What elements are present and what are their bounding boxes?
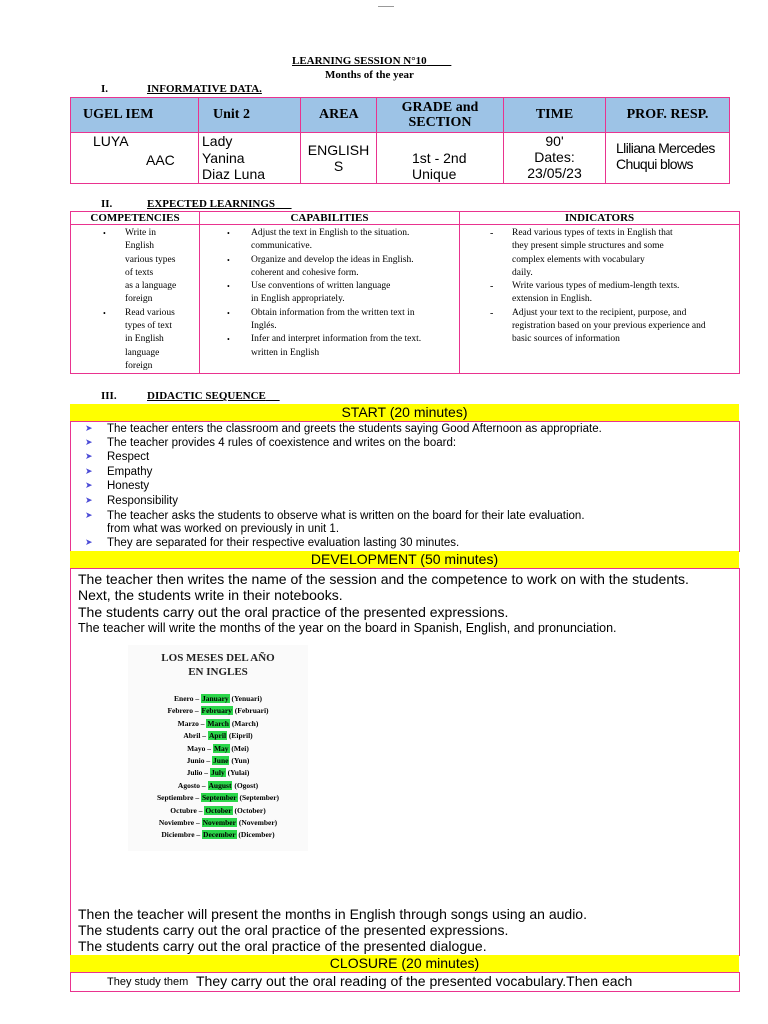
- section-expected: II. EXPECTED LEARNINGS: [101, 198, 276, 210]
- month-row: [128, 792, 308, 803]
- start-item: [85, 480, 150, 492]
- month-row: [128, 743, 308, 754]
- capability-item: [251, 227, 459, 254]
- session-title: LEARNING SESSION N°10: [292, 55, 427, 67]
- month-spanish: Febrero –: [167, 706, 199, 716]
- month-english: January: [201, 694, 229, 703]
- capability-item: [251, 254, 459, 281]
- month-spanish: Junio –: [186, 756, 211, 765]
- dev-after-3: The students carry out the oral practice of the presented dialogue.: [78, 938, 487, 954]
- month-spanish: Agosto –: [177, 780, 206, 790]
- month-row: [128, 780, 308, 791]
- capability-item-line: • Obtain information from the written text in: [251, 307, 415, 318]
- indicator-item-line: daily.: [512, 267, 533, 278]
- capability-item-line: in English appropriately.: [251, 294, 345, 305]
- month-english: July: [210, 768, 225, 778]
- month-pronunciation: (Februari): [234, 706, 269, 716]
- month-row: [128, 829, 308, 840]
- month-pronunciation: (Eipril): [228, 731, 253, 741]
- capability-item-line: written in English: [251, 347, 320, 358]
- month-row: [128, 805, 308, 816]
- cell-ugel: LUYA AAC: [71, 133, 199, 184]
- competency-item-line: • Write in: [125, 228, 157, 238]
- cell-grade: 1st - 2nd Unique: [377, 133, 504, 184]
- competency-item-line: as a language: [125, 281, 177, 292]
- month-english: February: [201, 706, 232, 716]
- start-band: START (20 minutes): [70, 404, 739, 421]
- months-image: [128, 645, 308, 851]
- month-english: June: [213, 756, 229, 765]
- closure-box: [70, 972, 740, 992]
- capability-item-line: Inglés.: [251, 321, 277, 332]
- indicator-item: [512, 227, 733, 280]
- month-pronunciation: (November): [238, 818, 278, 827]
- month-english: March: [207, 718, 229, 728]
- months-title-2: EN INGLES: [188, 666, 248, 678]
- month-english: September: [202, 793, 237, 803]
- month-spanish: Abril –: [183, 731, 207, 741]
- cell-prof: Lliliana Mercedes Chuqui blows: [606, 133, 730, 184]
- month-english: November: [202, 818, 236, 827]
- start-item: [85, 537, 460, 549]
- start-item-text: They are separated for their respective evaluation lasting 30 minutes.: [107, 537, 460, 549]
- start-item-text: The teacher asks the students to observe what is written on the board for their late evaluation.: [107, 510, 585, 522]
- informative-table: [70, 97, 730, 184]
- month-pronunciation: (March): [231, 718, 259, 728]
- month-pronunciation: (Mei): [231, 743, 249, 753]
- arrow-bullet-icon: ➤: [85, 480, 93, 490]
- month-english: August: [208, 780, 232, 790]
- start-item: [85, 510, 585, 522]
- start-item-text: Honesty: [107, 480, 150, 492]
- header-prof: PROF. RESP.: [606, 98, 730, 133]
- competency-item-line: in English: [125, 334, 164, 345]
- closure-small: They study them: [107, 976, 189, 988]
- arrow-bullet-icon: ➤: [85, 537, 93, 547]
- indicator-item-line: basic sources of information: [512, 334, 620, 345]
- competency-item: [125, 307, 199, 373]
- month-row: [128, 817, 308, 828]
- month-row: [128, 705, 308, 716]
- indicator-item-line: registration based on your previous experience and: [512, 321, 706, 332]
- closure-large: They carry out the oral reading of the presented vocabulary.Then each: [196, 973, 633, 989]
- capabilities-cell: [200, 225, 460, 374]
- arrow-bullet-icon: ➤: [85, 451, 93, 461]
- dev-after-1: Then the teacher will present the months in English through songs using an audio.: [78, 906, 587, 922]
- dev-line-3: The students carry out the oral practice of the presented expressions.: [78, 604, 509, 620]
- header-indicators: INDICATORS: [460, 212, 740, 225]
- indicator-item-line: - Read various types of texts in English that: [512, 228, 673, 238]
- month-spanish: Octubre –: [170, 805, 203, 815]
- section-informative: I. INFORMATIVE DATA.: [101, 83, 262, 95]
- month-row: [128, 755, 308, 766]
- month-pronunciation: (Ogost): [234, 780, 259, 790]
- start-item-text: Responsibility: [107, 495, 178, 507]
- cell-time: 90' Dates: 23/05/23: [504, 133, 606, 184]
- dev-line-1: The teacher then writes the name of the session and the competence to work on with the students.: [78, 571, 689, 587]
- competency-item-line: various types: [125, 254, 176, 265]
- competency-item-line: foreign: [125, 294, 153, 305]
- competency-item-line: of texts: [125, 267, 154, 278]
- indicator-item-line: complex elements with vocabulary: [512, 254, 645, 265]
- start-item: [85, 451, 150, 463]
- capability-item: [251, 280, 459, 307]
- month-spanish: Julio –: [186, 768, 209, 778]
- cell-area: ENGLISH S: [301, 133, 377, 184]
- competencies-cell: [71, 225, 200, 374]
- month-spanish: Mayo –: [187, 743, 212, 753]
- month-spanish: Marzo –: [177, 718, 205, 728]
- start-item-text: The teacher provides 4 rules of coexistence and writes on the board:: [107, 437, 457, 449]
- closure-band: CLOSURE (20 minutes): [70, 955, 739, 972]
- capability-item-line: • Organize and develop the ideas in English.: [251, 254, 414, 265]
- expected-learnings-table: [70, 211, 740, 374]
- section-didactic: III. DIDACTIC SEQUENCE: [101, 390, 266, 402]
- capability-item: [251, 307, 459, 334]
- month-pronunciation: (Dicember): [238, 830, 275, 840]
- capability-item-line: • Infer and interpret information from the text.: [251, 334, 422, 345]
- start-box: [70, 421, 740, 552]
- dev-after-2: The students carry out the oral practice of the presented expressions.: [78, 922, 509, 938]
- indicator-item: [512, 280, 733, 307]
- header-ugel: UGEL IEM: [71, 98, 199, 133]
- competency-item-line: types of text: [125, 321, 172, 332]
- page-top-mark: [378, 6, 394, 7]
- start-item: [85, 466, 153, 478]
- month-row: [128, 693, 308, 704]
- indicator-item-line: they present simple structures and some: [512, 241, 664, 252]
- month-pronunciation: (Yenuari): [231, 694, 262, 703]
- arrow-bullet-icon: ➤: [85, 495, 93, 505]
- month-pronunciation: (Yun): [231, 756, 250, 765]
- month-english: October: [205, 805, 232, 815]
- indicators-cell: [460, 225, 740, 374]
- competency-item-line: language: [125, 347, 160, 358]
- cell-unit: Lady Yanina Diaz Luna: [199, 133, 301, 184]
- capability-item: [251, 333, 459, 360]
- start-item: [85, 437, 457, 449]
- arrow-bullet-icon: ➤: [85, 510, 93, 520]
- start-item-text: Empathy: [107, 466, 153, 478]
- arrow-bullet-icon: ➤: [85, 423, 93, 433]
- start-item-text: from what was worked on previously in unit 1.: [107, 523, 340, 535]
- header-time: TIME: [504, 98, 606, 133]
- capability-item-line: communicative.: [251, 241, 312, 252]
- start-item: [85, 495, 178, 507]
- header-grade: GRADE and SECTION: [377, 98, 504, 133]
- competency-item-line: • Read various: [125, 307, 175, 318]
- month-spanish: Noviembre –: [158, 818, 200, 827]
- session-subtitle: Months of the year: [325, 69, 414, 81]
- competency-item: [125, 227, 199, 307]
- start-item: [107, 523, 339, 535]
- month-spanish: Septiembre –: [156, 793, 200, 803]
- dev-line-2: Next, the students write in their notebooks.: [78, 587, 343, 603]
- month-row: [128, 730, 308, 741]
- header-capabilities: CAPABILITIES: [200, 212, 460, 225]
- month-pronunciation: (September): [239, 793, 280, 803]
- indicator-item: [512, 307, 733, 347]
- dev-line-4: The teacher will write the months of the year on the board in Spanish, English, and pronunciation.: [78, 621, 617, 635]
- indicator-item-line: extension in English.: [512, 294, 592, 305]
- month-pronunciation: (October): [234, 805, 266, 815]
- competency-item-line: foreign: [125, 360, 153, 371]
- arrow-bullet-icon: ➤: [85, 437, 93, 447]
- header-competencies: COMPETENCIES: [71, 212, 200, 225]
- capability-item-line: • Use conventions of written language: [251, 281, 391, 292]
- header-unit: Unit 2: [199, 98, 301, 133]
- start-item-text: The teacher enters the classroom and greets the students saying Good Afternoon as appropriate.: [107, 423, 602, 435]
- month-row: [128, 767, 308, 778]
- header-area: AREA: [301, 98, 377, 133]
- capability-item-line: coherent and cohesive form.: [251, 267, 359, 278]
- competency-item-line: English: [125, 241, 155, 252]
- start-item: [85, 423, 602, 435]
- development-band: DEVELOPMENT (50 minutes): [70, 551, 739, 568]
- month-english: May: [213, 743, 229, 753]
- month-english: April: [208, 731, 227, 741]
- arrow-bullet-icon: ➤: [85, 466, 93, 476]
- months-title-1: LOS MESES DEL AÑO: [161, 652, 275, 664]
- month-english: December: [203, 830, 236, 840]
- capability-item-line: • Adjust the text in English to the situation.: [251, 228, 410, 238]
- indicator-item-line: - Write various types of medium-length texts.: [512, 281, 680, 292]
- month-spanish: Enero –: [174, 694, 200, 703]
- indicator-item-line: - Adjust your text to the recipient, purpose, and: [512, 307, 687, 318]
- month-pronunciation: (Yulai): [227, 768, 250, 778]
- month-spanish: Diciembre –: [161, 830, 201, 840]
- month-row: [128, 718, 308, 729]
- start-item-text: Respect: [107, 451, 150, 463]
